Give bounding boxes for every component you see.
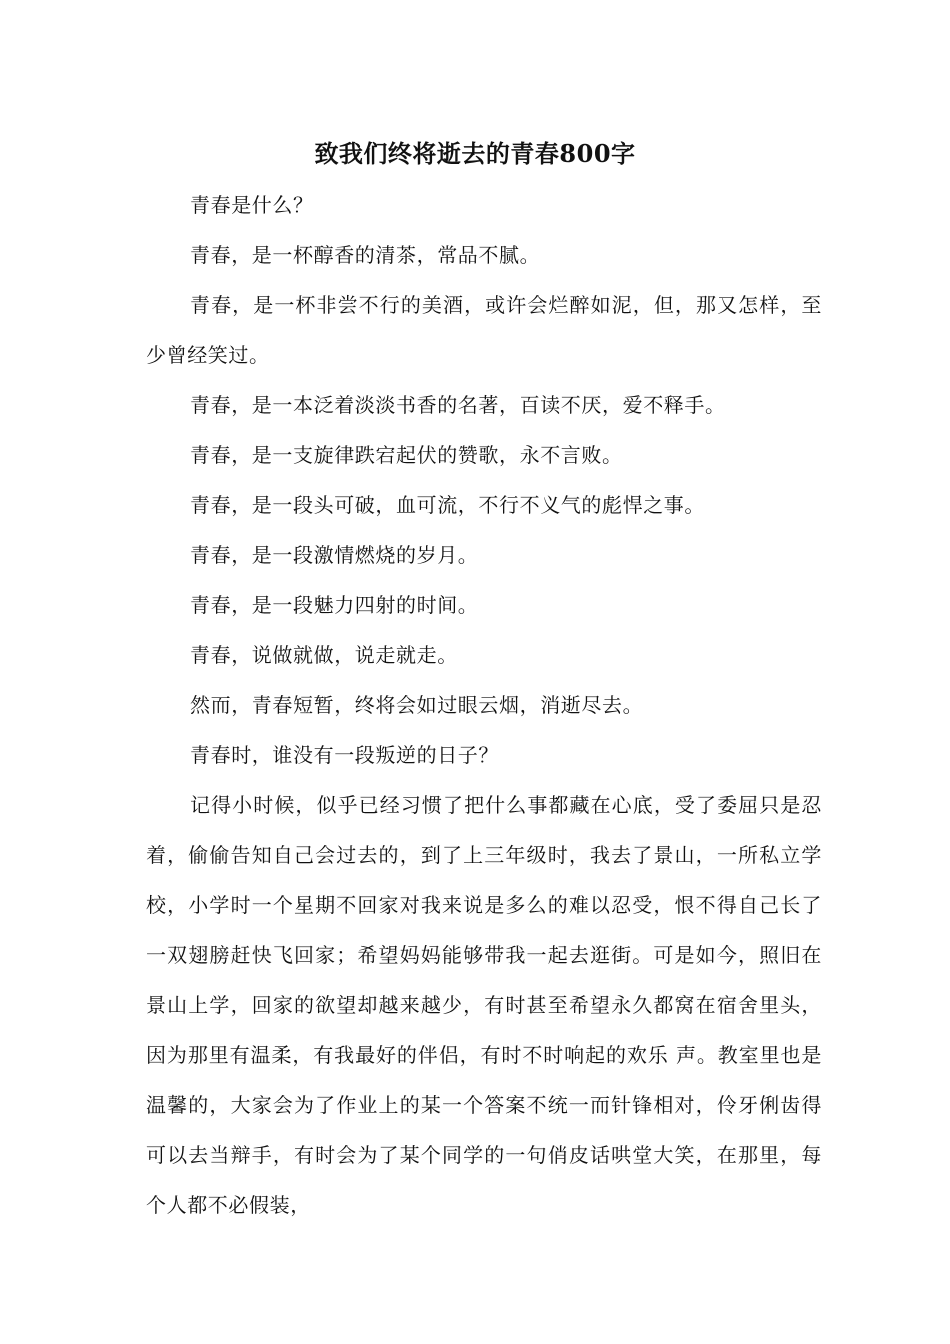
paragraph: 青春，是一本泛着淡淡书香的名著，百读不厌，爱不释手。 bbox=[190, 393, 726, 417]
paragraph: 记得小时候，似乎已经习惯了把什么事都藏在心底，受了委屈只是忍着，偷偷告知自己会过去的，到了上三年级时，我去了景山，一所私立学校，小学时一个星期不回家对我来说是多么的难以忍受，恨不得自己长了一双翅膀赶快飞回家；希望妈妈能够带我一起去逛街。可是如今，照旧在景山上学，回家的欲望却越来越少，有时甚至希望永久都窝在宿舍里头，因为那里有温柔，有我最好的伴侣，有时不时响起的欢乐 声。教室里也是温馨的，大家会为了作业上的某一个答案不统一而针锋相对，伶牙俐齿得可以去当辩手，有时会为了某个同学的一句俏皮话哄堂大笑，在那里，每个人都不必假装， bbox=[146, 793, 822, 1217]
paragraph: 青春，说做就做，说走就走。 bbox=[190, 643, 458, 667]
paragraph: 然而，青春短暂，终将会如过眼云烟，消逝尽去。 bbox=[190, 693, 644, 717]
paragraph: 青春时，谁没有一段叛逆的日子？ bbox=[190, 743, 499, 767]
paragraph: 青春，是一杯非尝不行的美酒，或许会烂醉如泥，但，那又怎样，至少曾经笑过。 bbox=[146, 293, 822, 367]
paragraph: 青春，是一段魅力四射的时间。 bbox=[190, 593, 479, 617]
paragraph: 青春，是一杯醇香的清茶，常品不腻。 bbox=[190, 243, 541, 267]
document-title: 致我们终将逝去的青春800字 bbox=[314, 139, 636, 168]
paragraph: 青春是什么？ bbox=[190, 193, 314, 217]
paragraph: 青春，是一段激情燃烧的岁月。 bbox=[190, 543, 479, 567]
paragraph: 青春，是一支旋律跌宕起伏的赞歌，永不言败。 bbox=[190, 443, 623, 467]
document-body bbox=[146, 180, 822, 1230]
paragraph: 青春，是一段头可破，血可流，不行不义气的彪悍之事。 bbox=[190, 493, 705, 517]
